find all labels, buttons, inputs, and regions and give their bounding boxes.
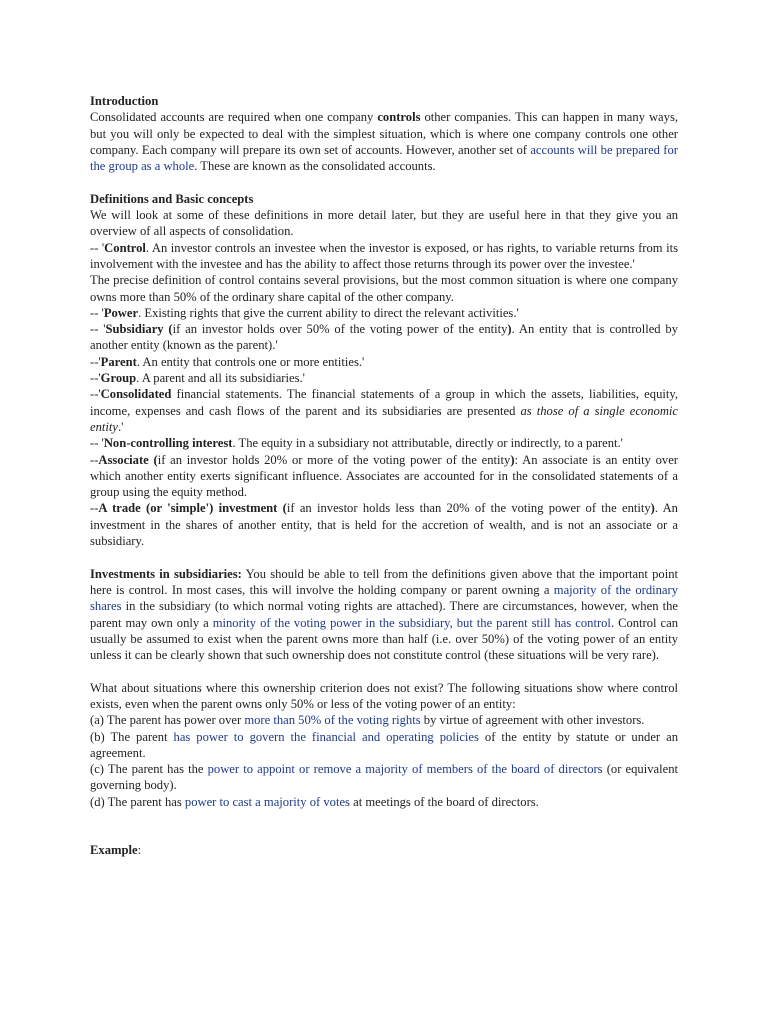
minority-voting-power-link[interactable]: minority of the voting power in the subsidiary, but the parent still has control [212,615,611,630]
situations-intro: What about situations where this ownership criterion does not exist? The following situations show where control exists, even when the parent owns only 50% or less of the voting power of an entity: [90,680,678,711]
control-precise-definition: The precise definition of control contains several provisions, but the most common situation is where one company owns more than 50% of the ordinary share capital of the other company. [90,273,678,304]
introduction-heading: Introduction [90,94,159,108]
situation-b: (b) The parent has power to govern the financial and operating policies of the entity by statute or under an agreement. [90,729,678,760]
situation-c: (c) The parent has the power to appoint or remove a majority of members of the board of directors (or equivalent governing body). [90,762,678,793]
definition-consolidated: --'Consolidated financial statements. The financial statements of a group in which the assets, liabilities, equity, income, expenses and cash flows of the parent and its subsidiaries are presented as those of a single economic entity.' [90,387,679,434]
govern-policies-link[interactable]: has power to govern the financial and operating policies [173,729,479,744]
definition-group: --'Group. A parent and all its subsidiaries.' [90,371,305,386]
investments-heading: Investments in subsidiaries: [90,566,242,581]
situation-d: (d) The parent has power to cast a majority of votes at meetings of the board of directors. [90,794,539,809]
majority-shares-link[interactable]: majority of the ordinary shares [90,582,678,614]
definition-subsidiary: -- 'Subsidiary (if an investor holds over 50% of the voting power of the entity). An entity that is controlled by another entity (known as the parent).' [90,322,678,353]
voting-rights-link[interactable]: more than 50% of the voting rights [244,713,421,728]
definition-parent: --'Parent. An entity that controls one or more entities.' [90,354,365,369]
definition-trade-investment: --A trade (or 'simple') investment (if an investor holds less than 20% of the voting power of the entity). An investment in the shares of another entity, that is held for the accretion of wealth, and is not an associate or a subsidiary. [90,501,678,549]
definition-associate: --Associate (if an investor holds 20% or more of the voting power of the entity): An associate is an entity over which another entity exerts significant influence. Associates are accounted for in the consolidated statements of a group using the equity method. [90,452,678,500]
example-label: Example: [90,843,142,858]
definitions-heading: Definitions and Basic concepts [90,191,254,206]
definition-control: -- 'Control. An investor controls an investee when the investor is exposed, or has rights, to variable returns from its involvement with the investee and has the ability to affect those returns through its power over the investee.' [90,240,678,271]
document-page [90,93,678,858]
definition-non-controlling-interest: -- 'Non-controlling interest. The equity in a subsidiary not attributable, directly or indirectly, to a parent.' [90,436,623,451]
investments-paragraph: Investments in subsidiaries: You should be able to tell from the definitions given above that the important point here is control. In most cases, this will involve the holding company or parent owning a majority of the ordinary shares in the subsidiary (to which normal voting rights are attached). There are circumstances, however, when the parent may own only a minority of the voting power in the subsidiary, but the parent still has control. Control can usually be assumed to exist when the parent owns more than half (i.e. over 50%) of the voting power of an entity unless it can be clearly shown that such ownership does not constitute control (these situations will be very rare). [90,566,679,663]
appoint-directors-link[interactable]: power to appoint or remove a majority of members of the board of directors [207,762,603,777]
group-accounts-link[interactable]: accounts will be prepared for the group as a whole [90,142,678,174]
situation-a: (a) The parent has power over more than 50% of the voting rights by virtue of agreement with other investors. [90,713,645,728]
definitions-intro: We will look at some of these definitions in more detail later, but they are useful here in that they give you an overview of all aspects of consolidation. [90,208,678,239]
definition-power: -- 'Power. Existing rights that give the current ability to direct the relevant activities.' [90,305,519,320]
introduction-paragraph: Consolidated accounts are required when one company controls other companies. This can happen in many ways, but you will only be expected to deal with the simplest situation, which is where one company controls one other company. Each company will prepare its own set of accounts. However, another set of accounts will be prepared for the group as a whole. These are known as the consolidated accounts. [90,110,678,174]
cast-votes-link[interactable]: power to cast a majority of votes [184,794,350,809]
